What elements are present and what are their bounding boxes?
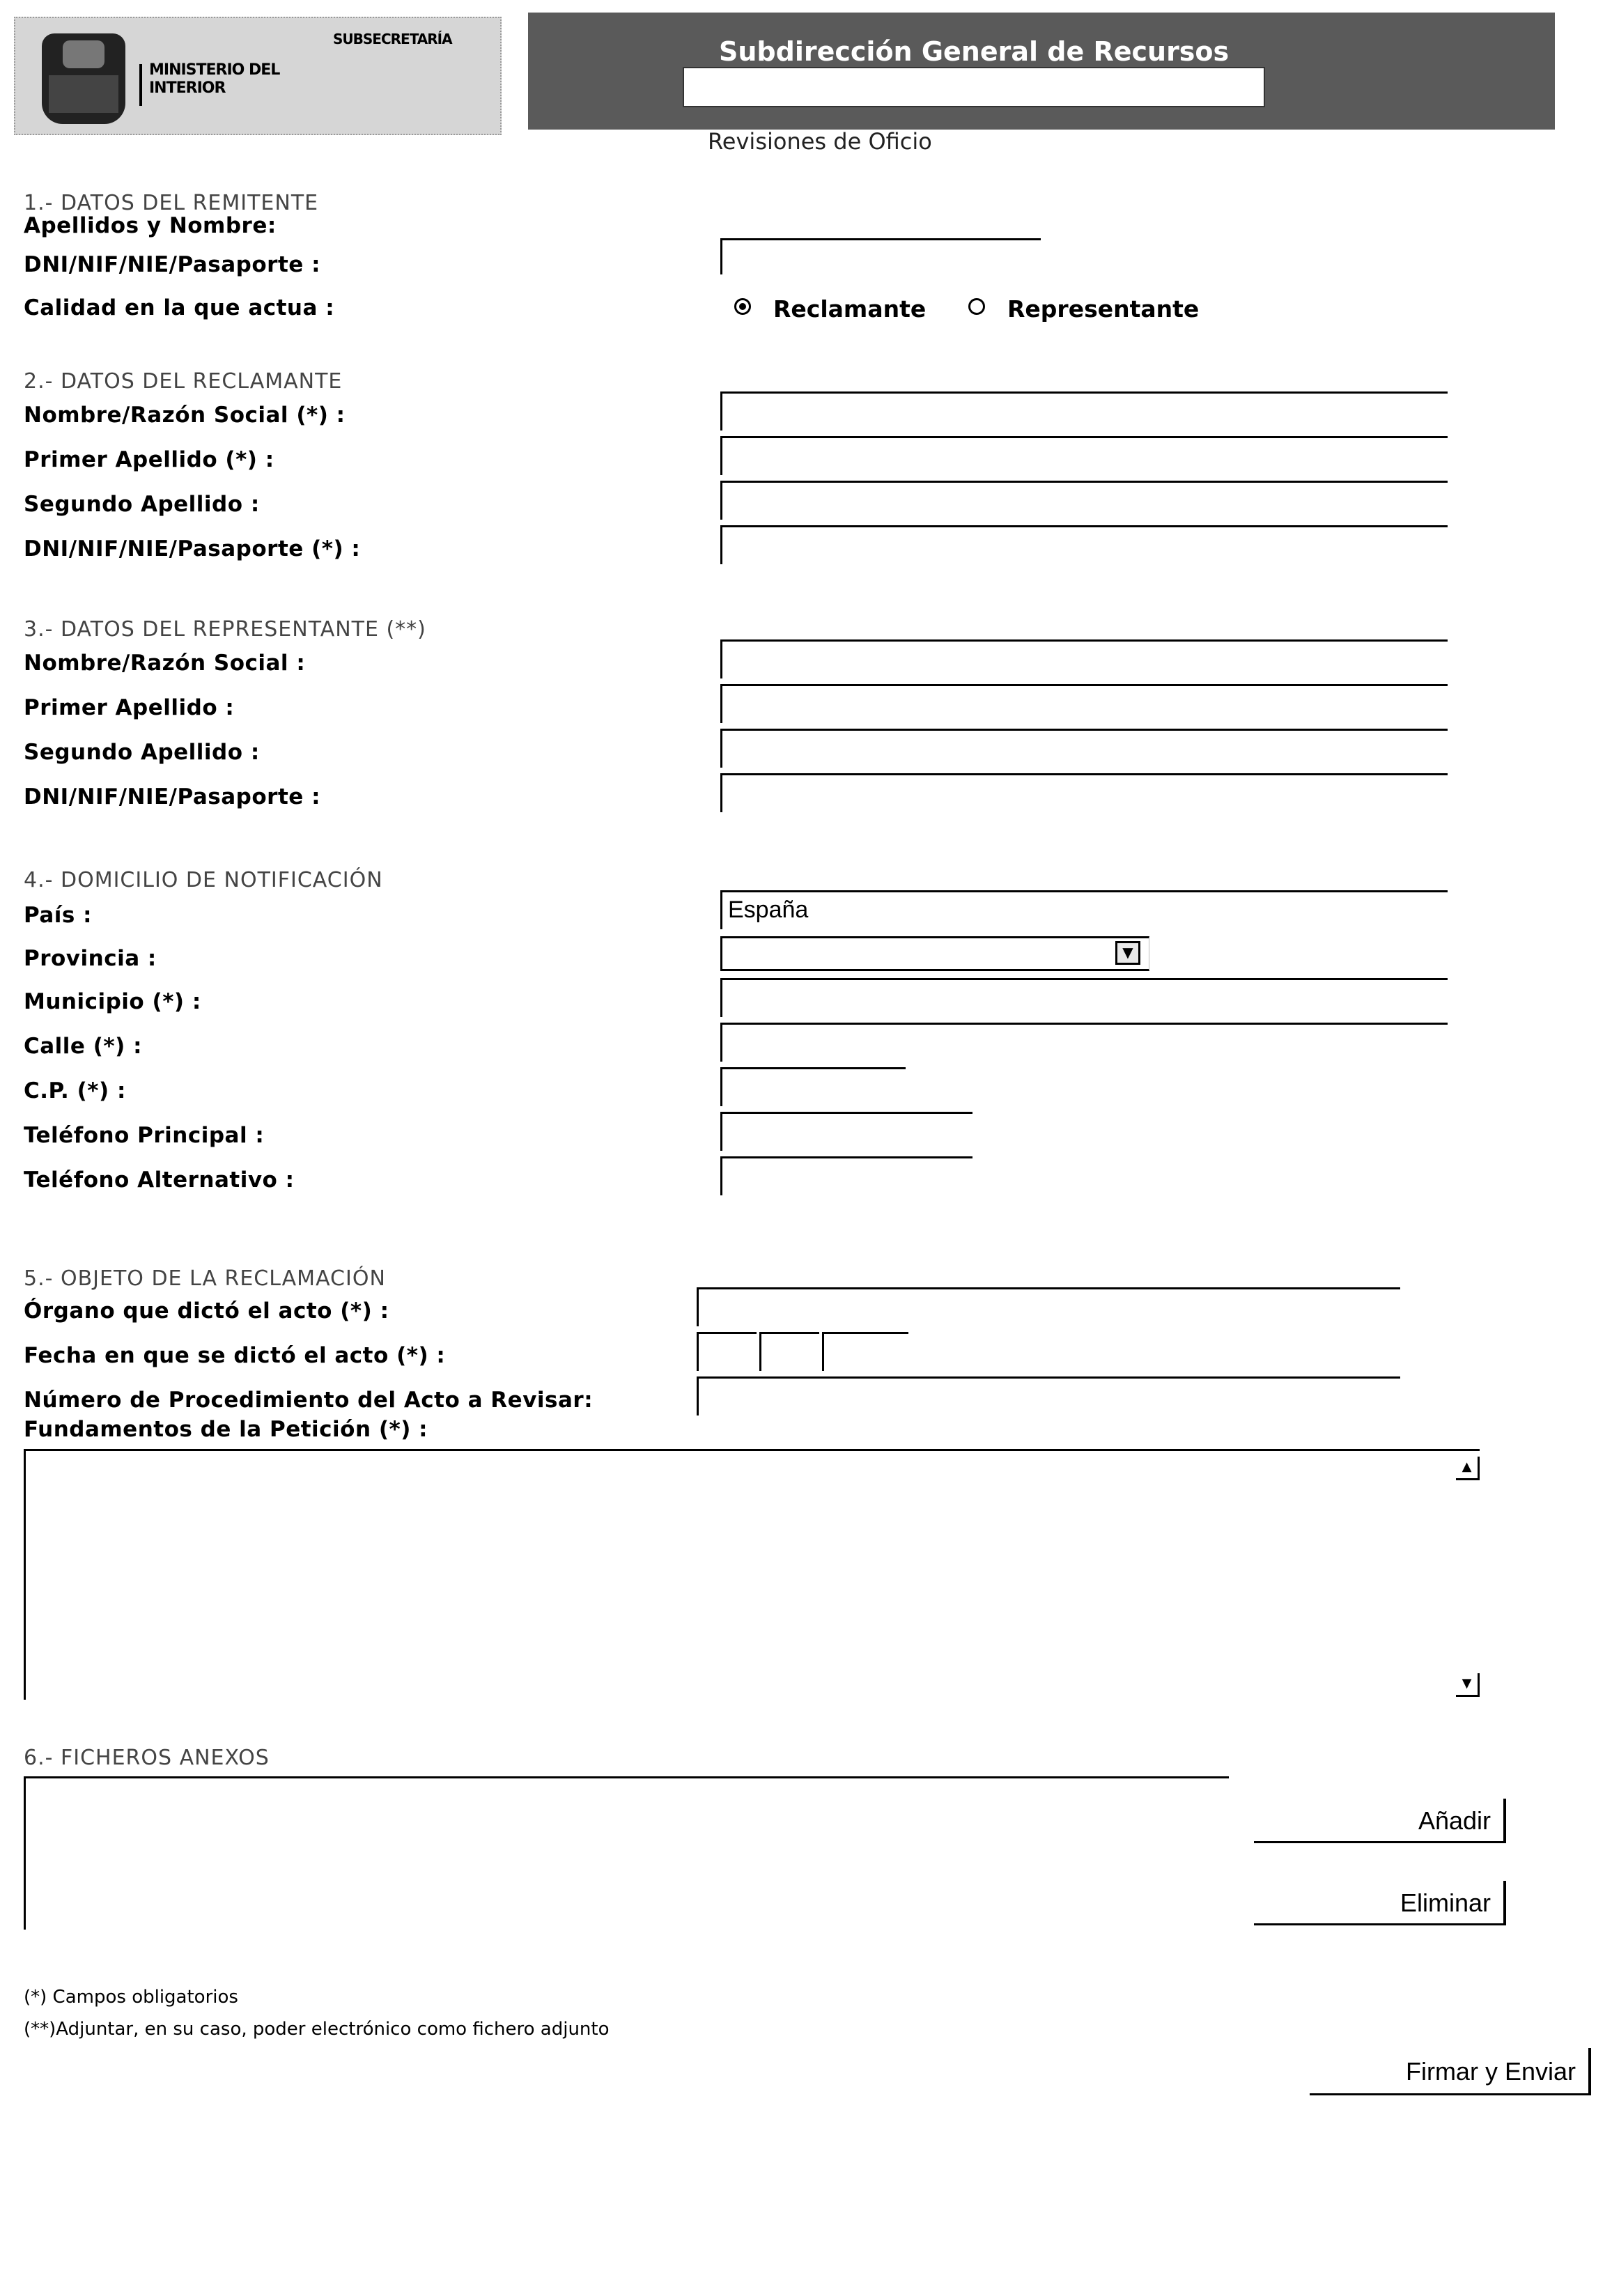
radio-representante-label: Representante [1007,295,1200,323]
pais-label: País : [24,903,93,928]
section-6-title: 6.- FICHEROS ANEXOS [24,1746,270,1770]
calle-label: Calle (*) : [24,1034,142,1059]
representante-nombre-label: Nombre/Razón Social : [24,651,306,676]
representante-segundo-label: Segundo Apellido : [24,740,260,765]
fecha-label: Fecha en que se dictó el acto (*) : [24,1343,446,1368]
representante-primer-label: Primer Apellido : [24,695,235,720]
fundamentos-textarea[interactable] [24,1449,1480,1700]
representante-dni-field[interactable] [720,773,1448,812]
reclamante-segundo-field[interactable] [720,481,1448,520]
scroll-down-icon[interactable]: ▼ [1456,1673,1480,1697]
telefono-principal-label: Teléfono Principal : [24,1123,265,1148]
page-subtitle: Revisiones de Oficio [708,128,932,155]
reclamante-dni-label: DNI/NIF/NIE/Pasaporte (*) : [24,536,361,561]
pais-value: España [728,897,809,923]
fecha-anio-field[interactable] [822,1332,908,1371]
reclamante-primer-field[interactable] [720,436,1448,475]
municipio-field[interactable] [720,978,1448,1017]
radio-reclamante-label: Reclamante [773,295,927,323]
telefono-alternativo-field[interactable] [720,1156,972,1195]
representante-primer-field[interactable] [720,684,1448,723]
radio-reclamante[interactable] [734,298,751,315]
representante-dni-label: DNI/NIF/NIE/Pasaporte : [24,784,320,809]
calidad-label: Calidad en la que actua : [24,295,335,320]
reclamante-primer-label: Primer Apellido (*) : [24,447,274,472]
sign-and-send-button[interactable]: Firmar y Enviar [1310,2048,1591,2095]
reclamante-segundo-label: Segundo Apellido : [24,492,260,517]
provincia-select[interactable] [720,936,1149,971]
remitente-name-field[interactable] [720,238,1041,274]
reclamante-nombre-field[interactable] [720,391,1448,430]
section-3-title: 3.- DATOS DEL REPRESENTANTE (**) [24,617,426,642]
fecha-mes-field[interactable] [759,1332,819,1371]
section-5-title: 5.- OBJETO DE LA RECLAMACIÓN [24,1266,386,1291]
radio-representante[interactable] [968,298,985,315]
attachment-note: (**)Adjuntar, en su caso, poder electrónico como fichero adjunto [24,2019,610,2040]
section-2-title: 2.- DATOS DEL RECLAMANTE [24,369,343,394]
calle-field[interactable] [720,1023,1448,1062]
reclamante-nombre-label: Nombre/Razón Social (*) : [24,403,346,428]
telefono-alternativo-label: Teléfono Alternativo : [24,1168,295,1193]
chevron-down-icon[interactable]: ▼ [1115,941,1140,965]
coat-of-arms-icon [42,33,125,124]
organo-label: Órgano que dictó el acto (*) : [24,1298,389,1324]
numero-procedimiento-label: Número de Procedimiento del Acto a Revisar: [24,1388,594,1413]
cp-field[interactable] [720,1067,906,1106]
banner-title: Subdirección General de Recursos [719,36,1230,67]
banner-field [683,67,1265,107]
representante-segundo-field[interactable] [720,729,1448,768]
remove-file-button[interactable]: Eliminar [1254,1881,1506,1925]
ministry-name [149,61,279,98]
subsecretaria-label: SUBSECRETARÍA [333,31,452,47]
required-note: (*) Campos obligatorios [24,1987,238,2008]
add-file-button[interactable]: Añadir [1254,1799,1506,1843]
provincia-label: Provincia : [24,946,157,971]
representante-nombre-field[interactable] [720,639,1448,678]
fundamentos-label: Fundamentos de la Petición (*) : [24,1417,428,1442]
remitente-dni-label: DNI/NIF/NIE/Pasaporte : [24,252,320,277]
telefono-principal-field[interactable] [720,1112,972,1151]
ministry-line-2: INTERIOR [149,79,226,97]
fecha-dia-field[interactable] [697,1332,757,1371]
numero-procedimiento-field[interactable] [697,1376,1400,1415]
ficheros-list[interactable] [24,1776,1229,1930]
municipio-label: Municipio (*) : [24,989,201,1014]
remitente-name-label: Apellidos y Nombre: [24,213,277,238]
section-1-title: 1.- DATOS DEL REMITENTE [24,191,319,215]
cp-label: C.P. (*) : [24,1078,126,1103]
pais-field[interactable] [720,890,1448,929]
reclamante-dni-field[interactable] [720,525,1448,564]
organo-field[interactable] [697,1287,1400,1326]
section-4-title: 4.- DOMICILIO DE NOTIFICACIÓN [24,868,383,892]
scroll-up-icon[interactable]: ▲ [1456,1457,1480,1480]
ministry-divider [139,64,142,106]
ministry-line-1: MINISTERIO DEL [149,61,280,79]
